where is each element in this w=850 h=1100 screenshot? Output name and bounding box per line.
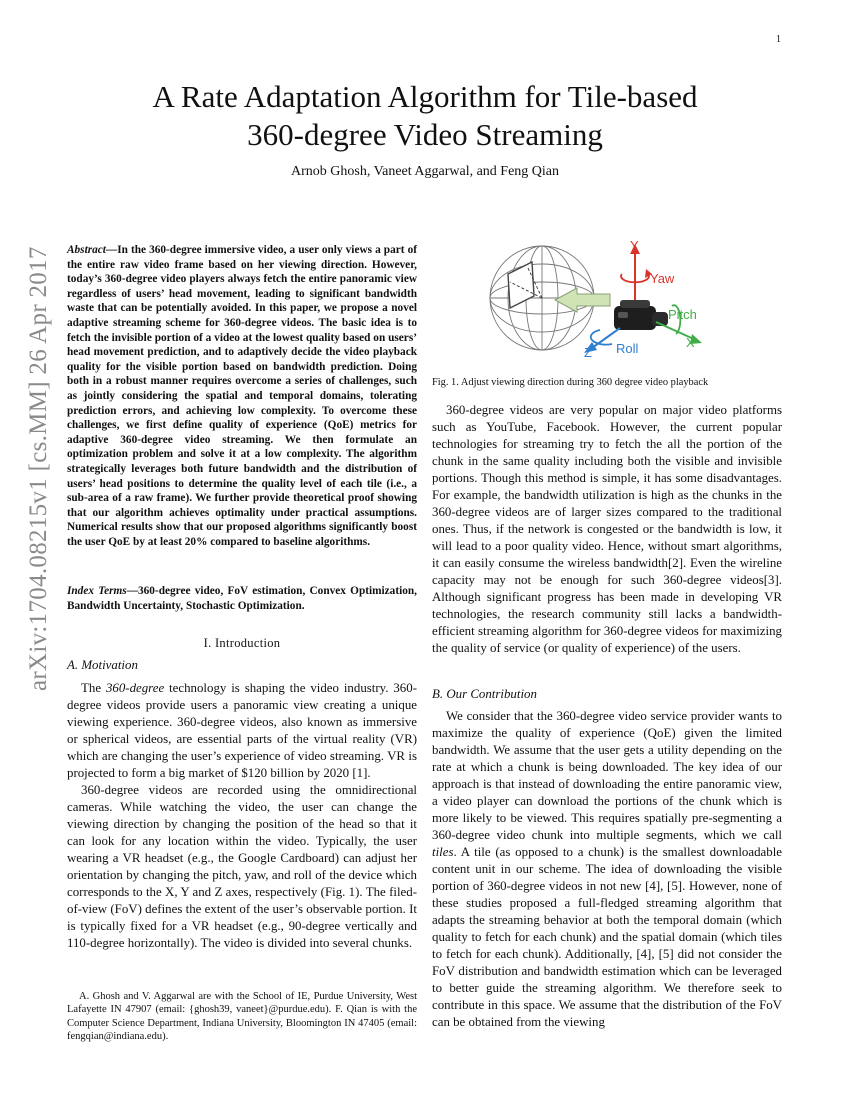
vr-headset-icon: [614, 300, 668, 330]
abstract: [67, 243, 417, 549]
author-footnote: [67, 990, 417, 1044]
text-run: The: [81, 681, 106, 695]
left-column-body: [67, 680, 417, 952]
vr-headset-diagram: [480, 236, 770, 366]
paragraph: 360-degree videos are very popular on major video platforms such as YouTube, Facebook. However, the current popular technologies for streaming try to fetch the all the portion of the chunk in the same quality including both the visible and invisible portions. Though this method is simple, it has some disadvantages. For example, the bandwidth utilization is high as the chunks in the 360-degree videos are of larger sizes compared to the traditional ones. Thus, if the network is congested or the bandwidth is low, it will lead to a poor quality video. Hence, without smart algorithms, it can easily consume the wireless bandwidth[2]. Even the wireline capacity may not be enough for such 360-degree videos[3]. Although significant progress has been made in developing VR technologies, the research community still lacks a bandwidth-efficient streaming algorithm for 360-degree videos for maximizing the quality of service (or quality of experience) of the users.: [432, 403, 782, 655]
emphasis: 360-degree: [105, 681, 165, 695]
footnote-text: A. Ghosh and V. Aggarwal are with the School of IE, Purdue University, West Lafayette IN 47907 (email: {ghosh39, vaneet}@purdue.edu). F. Qian is with the Computer Science Department, Indiana University, Bloomington IN 47405 (email: fengqian@indiana.edu).: [67, 991, 417, 1043]
roll-label: Roll: [616, 341, 639, 356]
y-axis-label: Y: [630, 238, 639, 253]
index-terms-text: —360-degree video, FoV estimation, Convex Optimization, Bandwidth Uncertainty, Stochastic Optimization.: [67, 585, 417, 612]
figure-1: [480, 236, 770, 366]
abstract-text: —In the 360-degree immersive video, a user only views a part of the entire raw video frame based on her viewing direction. However, today’s 360-degree video players always fetch the entire panoramic view regardless of users’ head movement, leading to significant bandwidth waste that can be potentially avoided. In this paper, we propose a novel adaptive streaming scheme for 360-degree videos. The basic idea is to fetch the invisible portion of a video at the lowest quality based on users’ head movement prediction, and to adaptively decide the video playback quality for the visible portion based on bandwidth prediction. Doing both in a robust manner requires overcome a series of challenges, such as jointly considering the spatial and temporal domains, tolerating prediction errors, and achieving low complexity. To overcome these challenges, we first define quality of experience (QoE) metrics for adaptive 360-degree video streaming. We then formulate an optimization problem and solve it at a low complexity. The algorithm strategically leverages both future bandwidth and the distribution of users’ head positions to determine the quality level of each tile (i.e., a sub-area of a raw frame). We further provide theoretical proof showing that our algorithm achieves optimality under practical assumptions. Numerical results show that our proposed algorithms significantly boost the user QoE by at least 20% compared to baseline algorithms.: [67, 244, 417, 548]
yaw-label: Yaw: [650, 271, 675, 286]
text-run: . A tile (as opposed to a chunk) is the smallest downloadable content unit in our scheme. The idea of downloading the visible portion of 360-degree videos in not new [4], [5]. However, none of these studies proposed a full-fledged streaming algorithm that adapts the streaming behavior at both the temporal domain (which quality to fetch for each chunk) and the spatial domain (which tiles to fetch for each chunk). Additionally, [4], [5] did not consider the FoV distribution and bandwidth estimation which can be leveraged to better guide the streaming algorithm. We therefore seek to contribute in this space. We assume that the distribution of the FoV can be obtained from the viewing: [432, 845, 782, 1029]
abstract-label: Abstract: [67, 244, 106, 256]
paper-title: [60, 78, 790, 154]
arxiv-identifier: arXiv:1704.08215v1 [cs.MM] 26 Apr 2017: [25, 246, 52, 691]
paragraph: 360-degree videos are recorded using the omnidirectional cameras. While watching the video, the user can change the viewing direction by changing the position of the head so that it can look for any location within the video. Typically, the user wearing a VR headset (e.g., the Google Cardboard) can adjust her orientation by changing the pitch, yaw, and roll of the device which corresponds to the X, Y and Z axes, respectively (Fig. 1). The filed-of-view (FoV) defines the extent of the user’s observable portion. It is typically fixed for a VR headset (e.g., 90-degree vertically and 110-degree horizontally). The video is divided into several chunks.: [67, 783, 417, 950]
paragraph: [67, 680, 417, 782]
right-column-body-contribution: [432, 708, 782, 1031]
page-number: 1: [776, 34, 781, 45]
text-run: technology is shaping the video industry. 360-degree videos provide users a panoramic view creating a unique viewing experience. 360-degree videos, also known as immersive or spherical videos, are essential parts of the virtual reality (VR) which are changing the user’s experience of video streaming. VR is projected to form a big market of $120 billion by 2020 [1].: [67, 681, 417, 780]
paragraph: [432, 708, 782, 1031]
authors: Arnob Ghosh, Vaneet Aggarwal, and Feng Qian: [290, 164, 560, 179]
pitch-label: Pitch: [668, 307, 697, 322]
index-terms-label: Index Terms: [67, 585, 127, 597]
index-terms: [67, 584, 417, 613]
title-line-1: A Rate Adaptation Algorithm for Tile-based: [152, 79, 698, 114]
title-line-2: 360-degree Video Streaming: [247, 117, 603, 152]
right-column-body: [432, 402, 782, 657]
viewport-frame: [508, 262, 534, 308]
figure-caption: Fig. 1. Adjust viewing direction during 360 degree video playback: [432, 377, 709, 388]
text-run: We consider that the 360-degree video service provider wants to maximize the quality of experience (QoE) given the limited bandwidth. We assume that the user gets a utility depending on the rate at which a chunk is being downloaded. The key idea of our approach is that instead of downloading the entire panoramic view, a video player can download the portions of the chunk which is more likely to be viewed. This requires spatially pre-segmenting a 360-degree video chunk into multiple segments, which we call: [432, 709, 782, 842]
emphasis: tiles: [432, 845, 454, 859]
x-axis-label: X: [686, 335, 695, 350]
z-axis-label: Z: [584, 345, 592, 360]
subsection-heading-contribution: B. Our Contribution: [432, 687, 537, 701]
subsection-heading-motivation: A. Motivation: [67, 658, 138, 672]
section-heading-introduction: I. Introduction: [203, 636, 281, 650]
